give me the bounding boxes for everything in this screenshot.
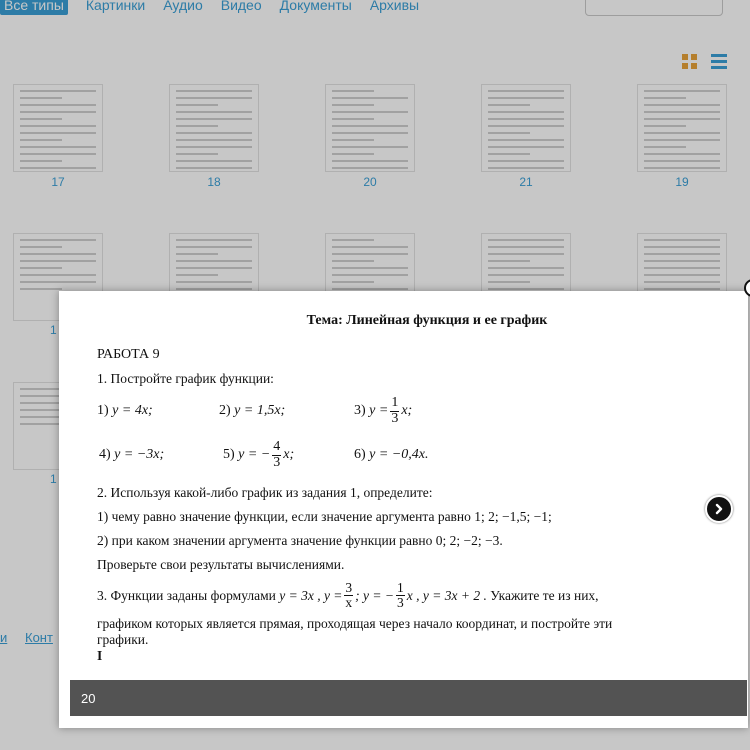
thumbnail-number[interactable]: 20 [363,175,377,189]
tab-images[interactable]: Картинки [85,0,146,13]
function-1: 1) y = 4x; [97,403,153,418]
thumbnail-number[interactable]: 18 [207,175,221,189]
fraction: $\frac{1}{3}$ [397,580,404,611]
task-3-last: графики. [97,632,149,648]
tab-all-types[interactable]: Все типы [0,0,68,15]
document-lightbox [59,291,748,728]
task-1-heading: 1. Постройте график функции: [97,371,274,386]
function-6: 6) y = −0,4x. [354,447,429,462]
functions-row-1 [97,391,717,431]
next-button[interactable] [705,495,733,523]
document-page [97,313,717,664]
functions-row-2 [97,435,717,475]
fraction: $\frac{4}{3}$ [273,438,281,470]
thumbnail-number[interactable]: 1 [50,323,57,337]
page-number-caption: 20 [81,690,96,706]
task-2-heading: 2. Используя какой-либо график из задания 1, определите: [97,485,433,500]
task-3-line: 3. Функции заданы формулами y = 3x , y = $\frac{3}{x}$ ; y = − $\frac{1}{3}$ x , y = 3x + 2 . Укажите те из них, [97,580,599,611]
task-3-continuation: графиком которых является прямая, проходящая через начало координат, и постройте эти [97,616,613,632]
function-4: 4) y = −3x; [99,447,165,462]
check-results: Проверьте свои результаты вычислениями. [97,557,345,572]
thumbnail-number[interactable]: 1 [50,472,57,486]
task-2-item-2: 2) при каком значении аргумента значение функции равно 0; 2; −2; −3. [97,533,503,548]
tab-audio[interactable]: Аудио [163,0,203,13]
fraction: $\frac{1}{3}$ [391,394,399,426]
tab-video[interactable]: Видео [220,0,262,13]
work-label: РАБОТА 9 [97,347,160,362]
function-3: 3) y = $\frac{1}{3}$ x; [354,394,413,426]
function-5: 5) y = − $\frac{4}{3}$ x; [223,438,295,470]
task-2-item-1: 1) чему равно значение функции, если значение аргумента равно 1; 2; −1,5; −1; [97,509,552,524]
document-title: Тема: Линейная функция и ее график [306,313,548,328]
text-cursor: I [97,648,103,664]
footer-link[interactable]: и [0,630,8,645]
thumbnail-number[interactable]: 17 [51,175,65,189]
chevron-right-icon [713,503,725,515]
fraction: $\frac{3}{x}$ [345,580,353,611]
tab-documents[interactable]: Документы [279,0,352,13]
caption-bar [70,680,747,716]
tab-archives[interactable]: Архивы [369,0,420,13]
footer-link[interactable]: Конт [25,630,53,645]
thumbnail-number[interactable]: 21 [519,175,533,189]
function-2: 2) y = 1,5x; [219,403,286,418]
thumbnail-number[interactable]: 19 [675,175,689,189]
